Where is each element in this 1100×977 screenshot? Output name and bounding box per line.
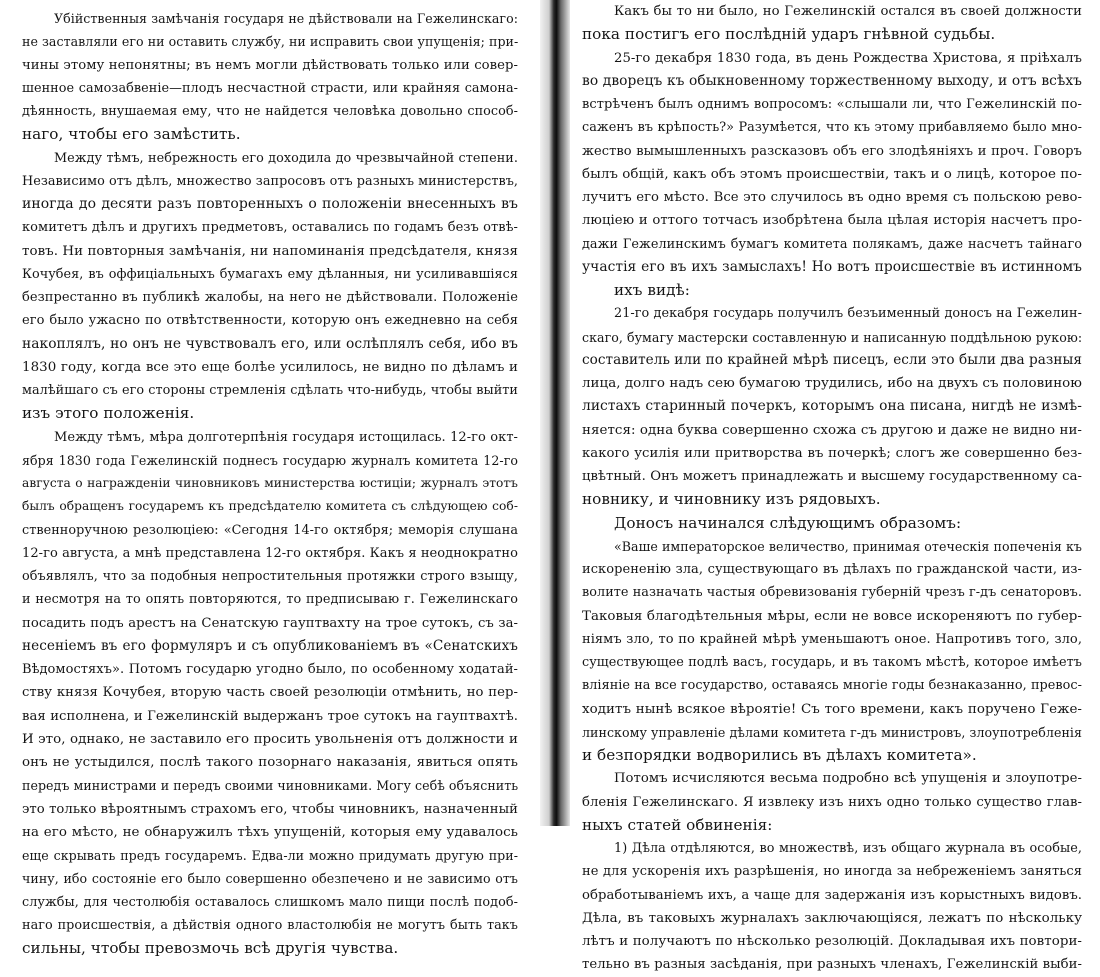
text-line: малѣйшаго съ его стороны стремленія сдѣлать что-нибудь, чтобы выйти xyxy=(22,383,518,398)
text-line: вліяніе на все государство, оставаясь многіе годы безнаказанно, превос- xyxy=(582,678,1082,694)
text-line: встрѣченъ былъ однимъ вопросомъ: «слышали ли, что Гежелинскій по- xyxy=(582,97,1082,112)
text-line: новнику, и чиновнику изъ рядовыхъ. xyxy=(582,490,881,509)
text-line: Таковыя благодѣтельныя мѣры, если не вовсе искореняютъ по губер- xyxy=(582,608,1082,624)
text-line: и несмотря на то опять повторяются, то предписываю г. Гежелинскаго xyxy=(22,592,518,608)
text-line: вая исполнена, и Гежелинскій выдержанъ трое сутокъ на гауптвахтѣ. xyxy=(22,708,518,724)
text-line: какого усилія или притворства въ почеркѣ; слогъ же совершенно без- xyxy=(582,445,1082,461)
text-line: онъ не устыдился, послѣ такого позорнаго наказанія, явиться опять xyxy=(22,755,518,770)
text-line: участія его въ ихъ замыслахъ! Но вотъ происшествіе въ истинномъ xyxy=(582,258,1082,275)
text-line: на его мѣсто, не обнаружилъ тѣхъ упущеній, которыя ему удавалось xyxy=(22,824,518,840)
text-line: 1830 году, когда все это еще болѣе усилилось, не видно по дѣламъ и xyxy=(22,359,518,375)
right-page xyxy=(570,0,1100,973)
text-line: несеніемъ въ его формуляръ и съ опубликованіемъ въ «Сенатскихъ xyxy=(22,637,518,654)
text-line: ству князя Кочубея, вторую часть своей резолюціи отмѣнить, но пер- xyxy=(22,685,518,701)
text-line: изъ этого положенія. xyxy=(22,404,195,423)
text-line: объявлялъ, что за подобныя непростительныя протяжки строго взыщу, xyxy=(22,569,518,584)
text-line: существующее подлѣ васъ, государь, и въ такомъ мѣстѣ, которое имѣетъ xyxy=(582,655,1082,670)
text-line: жество вымышленныхъ разсказовъ объ его злодѣяніяхъ и проч. Говоръ xyxy=(582,143,1082,159)
text-line: безпрестанно въ публикѣ жалобы, на него не дѣйствовали. Положеніе xyxy=(22,290,518,305)
text-line: Дѣла, въ таковыхъ журналахъ заключающіяся, лежатъ по нѣскольку xyxy=(582,910,1082,926)
text-line: волите назначать частыя обревизованія губерній чрезъ г-дъ сенаторовъ. xyxy=(582,585,1082,601)
text-line: не заставляли его ни оставить службу, ни исправить свои упущенія; при- xyxy=(22,34,518,50)
text-line: Какъ бы то ни было, но Гежелинскій остался въ своей должности xyxy=(614,4,1082,19)
text-line: Независимо отъ дѣлъ, множество запросовъ отъ разныхъ министерствъ, xyxy=(22,173,518,189)
text-line: бленія Гежелинскаго. Я извлеку изъ нихъ одно только существо глав- xyxy=(582,794,1082,810)
text-line: Убійственныя замѣчанія государя не дѣйствовали на Гежелинскаго: xyxy=(54,11,518,26)
text-line: еще скрывать предъ государемъ. Едва-ли можно придумать другую при- xyxy=(22,848,518,863)
text-line: дажи Гежелинскимъ бумагъ комитета полякамъ, даже насчетъ тайнаго xyxy=(582,236,1082,252)
text-line: линскому управленіе дѣлами комитета г-дъ министровъ, злоупотребленія xyxy=(582,724,1082,740)
text-line: 25-го декабря 1830 года, въ день Рождества Христова, я пріѣхалъ xyxy=(614,50,1082,66)
text-line: Доносъ начинался слѣдующимъ образомъ: xyxy=(614,513,962,532)
text-line: это только вѣроятнымъ страхомъ его, чтобы чиновникъ, назначенный xyxy=(22,801,518,817)
text-line: пока постигъ его послѣдній ударъ гнѣвной судьбы. xyxy=(582,25,996,44)
text-line: цвѣтный. Онъ можетъ принадлежать и высшему государственному са- xyxy=(582,469,1082,484)
text-line: няется: одна буква совершенно схожа съ другою и даже не видно ни- xyxy=(582,422,1082,438)
text-line: комитетъ дѣлъ и другихъ предметовъ, оставались по годамъ безъ отвѣ- xyxy=(22,220,518,236)
text-line: шенное самозабвеніе—плодъ несчастной страсти, или крайняя самона- xyxy=(22,80,518,96)
text-line: во дворецъ къ обыкновенному торжественному выходу, и отъ всѣхъ xyxy=(582,72,1082,89)
text-line: люціею и оттого тотчасъ изобрѣтена была цѣлая исторія насчетъ про- xyxy=(582,213,1082,229)
text-line: и безпорядки водворились въ дѣлахъ комитета». xyxy=(582,746,977,764)
text-line: Потомъ исчисляются весьма подробно всѣ упущенія и злоупотре- xyxy=(614,771,1082,787)
text-line: лица, долго надъ сею бумагою трудились, ибо на двухъ съ половиною xyxy=(582,376,1082,391)
text-line: составитель или по крайней мѣрѣ писецъ, если это были два разныя xyxy=(582,351,1082,368)
text-line: ніямъ зло, то по крайней мѣрѣ уменьшаютъ оное. Напротивъ того, зло, xyxy=(582,631,1082,647)
text-line: тельно въ разныя засѣданія, при разныхъ членахъ, Гежелинскій выби- xyxy=(582,957,1082,973)
text-line: «Ваше императорское величество, принимая отеческія попеченія къ xyxy=(614,538,1082,554)
text-line: ходитъ нынѣ всякое вѣроятіе! Съ того времени, какъ поручено Геже- xyxy=(582,701,1082,717)
text-line: ственноручною резолюціею: «Сегодня 14-го октября; меморія слушана xyxy=(22,522,518,538)
text-line: Между тѣмъ, небрежность его доходила до чрезвычайной степени. xyxy=(54,150,518,166)
text-line: 12-го августа, а мнѣ представлена 12-го октября. Какъ я неоднократно xyxy=(22,545,518,561)
text-line: наго, чтобы его замѣстить. xyxy=(22,125,241,144)
text-line: ября 1830 года Гежелинскій поднесъ государю журналъ комитета 12-го xyxy=(22,452,518,468)
text-line: Между тѣмъ, мѣра долготерпѣнія государя истощилась. 12-го окт- xyxy=(54,429,518,445)
text-line: обработываніемъ ихъ, а чаще для задержанія изъ корыстныхъ видовъ. xyxy=(582,887,1082,903)
book-gutter xyxy=(540,0,570,826)
text-line: Вѣдомостяхъ». Потомъ государю угодно было, по особенному ходатай- xyxy=(22,662,518,677)
left-page xyxy=(0,0,540,957)
text-line: наго происшествія, а дѣйствія одного властолюбія не могутъ быть такъ xyxy=(22,917,518,933)
text-line: сильны, чтобы превозмочь всѣ другія чувства. xyxy=(22,939,399,957)
text-line: службы, для честолюбія оставалось слишкомъ мало пищи послѣ подоб- xyxy=(22,894,518,910)
text-line: товъ. Ни повторныя замѣчанія, ни напоминанія предсѣдателя, князя xyxy=(22,243,518,259)
text-line: Кочубея, въ оффиціальныхъ бумагахъ ему дѣланныя, ни усиливавшіяся xyxy=(22,266,518,282)
text-line: былъ общій, какъ объ этомъ происшествіи, такъ и о лицѣ, которое по- xyxy=(582,166,1082,182)
text-line: чину, ибо состояніе его было совершенно обезпечено и не зависимо отъ xyxy=(22,871,518,887)
text-line: его было ужасно по отвѣтственности, которую онъ ежедневно на себя xyxy=(22,313,518,329)
text-line: ныхъ статей обвиненія: xyxy=(582,815,773,834)
text-line: былъ обращенъ государемъ къ предсѣдателю комитета съ слѣдующею соб- xyxy=(22,499,518,514)
text-line: не для ускоренія ихъ разрѣшенія, но иногда за небреженіемъ заняться xyxy=(582,864,1082,880)
text-line: лѣтъ и получаютъ по нѣсколько резолюцій. Докладывая ихъ повтори- xyxy=(582,934,1082,949)
text-line: И это, однако, не заставило его просить увольненія отъ должности и xyxy=(22,731,518,747)
text-line: искорененію зла, существующаго въ дѣлахъ по гражданской части, из- xyxy=(582,562,1082,577)
text-line: саженъ въ крѣпость?» Разумѣется, что къ этому прибавляемо было мно- xyxy=(582,120,1082,136)
text-line: 21-го декабря государь получилъ безъименный доносъ на Гежелин- xyxy=(614,306,1082,322)
text-line: чины этому непонятны; въ немъ могли дѣйствовать только или совер- xyxy=(22,57,518,73)
text-line: лучитъ его мѣсто. Все это случилось въ одно время съ польскою рево- xyxy=(582,190,1082,205)
text-line: скаго, бумагу мастерски составленную и написанную поддѣльною рукою: xyxy=(582,329,1082,345)
text-line: ихъ видѣ: xyxy=(614,281,690,299)
text-line: накоплялъ, но онъ не чувствовалъ его, или ослѣплялъ себя, ибо въ xyxy=(22,335,518,352)
text-line: посадить подъ арестъ на Сенатскую гауптвахту на трое сутокъ, съ за- xyxy=(22,615,518,631)
text-line: передъ министрами и передъ своими чиновниками. Могу себѣ объяснить xyxy=(22,778,518,794)
text-line: иногда до десяти разъ повторенныхъ о положеніи внесенныхъ въ xyxy=(22,196,518,212)
text-line: дѣянность, внушаемая ему, что не найдется человѣка довольно способ- xyxy=(22,104,518,119)
text-line: 1) Дѣла отдѣляются, во множествѣ, изъ общаго журнала въ особые, xyxy=(614,841,1082,856)
text-line: августа о награжденіи чиновниковъ министерства юстиціи; журналъ этотъ xyxy=(22,476,518,490)
text-line: листахъ старинный почеркъ, которымъ она писана, нигдѣ не измѣ- xyxy=(582,398,1082,415)
